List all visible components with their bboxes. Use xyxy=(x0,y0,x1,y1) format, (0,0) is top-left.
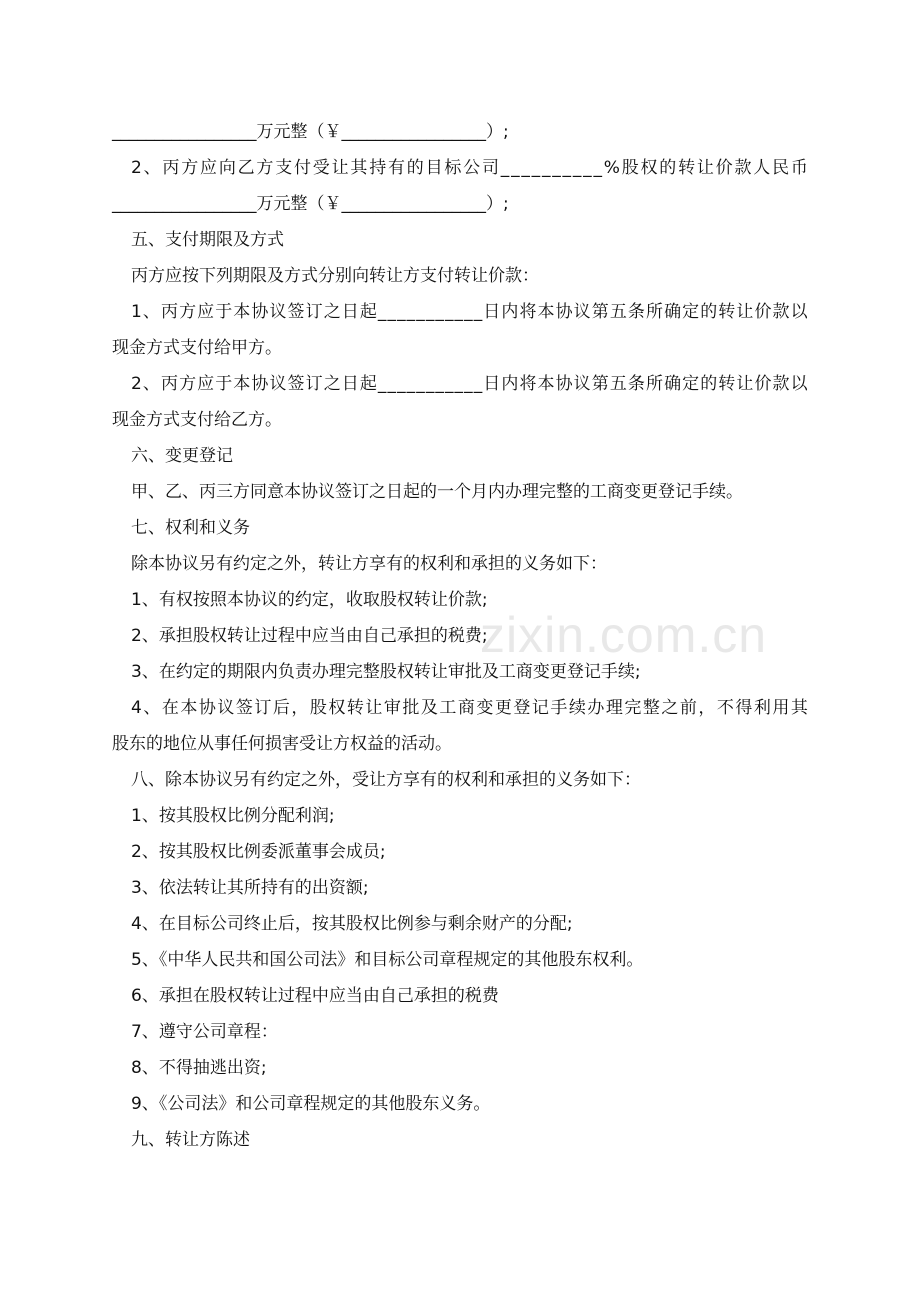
document-line: 现金方式支付给甲方。 xyxy=(112,338,282,358)
document-line: 7、遵守公司章程： xyxy=(131,1022,278,1042)
document-line: 丙方应按下列期限及方式分别向转让方支付转让价款： xyxy=(131,266,539,286)
document-line: 2、承担股权转让过程中应当由自己承担的税费; xyxy=(131,626,488,646)
watermark: zixin.com.cn xyxy=(480,607,768,663)
document-line: 3、依法转让其所持有的出资额; xyxy=(131,878,369,898)
document-line: 2、按其股权比例委派董事会成员; xyxy=(131,842,386,862)
document-line: 4、在目标公司终止后，按其股权比例参与剩余财产的分配; xyxy=(131,914,573,934)
document-line: 1 、 丙 方 应 于 本 协 议 签 订 之 日 起 _ _ _ _ _ _ _ _ _ _ _ 日 内 将 本 协 议 第 五 条 所 确 定 的 转 让 价 款 以 xyxy=(131,302,808,322)
document-line: 3、在约定的期限内负责办理完整股权转让审批及工商变更登记手续; xyxy=(131,662,641,682)
document-line: 五、支付期限及方式 xyxy=(131,230,284,250)
document-line: 8、不得抽逃出资; xyxy=(131,1058,267,1078)
document-line: 现金方式支付给乙方。 xyxy=(112,410,282,430)
document-line: _________________万元整（￥_________________）; xyxy=(112,194,509,214)
document-line: 6、承担在股权转让过程中应当由自己承担的税费 xyxy=(131,986,499,1006)
document-line: 1、有权按照本协议的约定，收取股权转让价款; xyxy=(131,590,488,610)
document-line: 八、除本协议另有约定之外，受让方享有的权利和承担的义务如下： xyxy=(131,770,641,790)
document-line: 股东的地位从事任何损害受让方权益的活动。 xyxy=(112,734,452,754)
document-line: 甲、乙、丙三方同意本协议签订之日起的一个月内办理完整的工商变更登记手续。 xyxy=(131,482,743,502)
document-line: 2 、 丙 方 应 向 乙 方 支 付 受 让 其 持 有 的 目 标 公 司 _ _ _ _ _ _ _ _ _ _ % 股 权 的 转 让 价 款 人 民 币 xyxy=(131,158,808,178)
document-line: 5、《中华人民共和国公司法》和目标公司章程规定的其他股东权利。 xyxy=(131,950,644,970)
document-line: 1、按其股权比例分配利润; xyxy=(131,806,335,826)
document-line: 2 、 丙 方 应 于 本 协 议 签 订 之 日 起 _ _ _ _ _ _ _ _ _ _ _ 日 内 将 本 协 议 第 五 条 所 确 定 的 转 让 价 款 以 xyxy=(131,374,808,394)
document-line: 除本协议另有约定之外，转让方享有的权利和承担的义务如下： xyxy=(131,554,607,574)
document-line: 六、变更登记 xyxy=(131,446,233,466)
document-line: 七、权利和义务 xyxy=(131,518,250,538)
document-line: 4 、 在 本 协 议 签 订 后 ， 股 权 转 让 审 批 及 工 商 变 更 登 记 手 续 办 理 完 整 之 前 ， 不 得 利 用 其 xyxy=(131,698,808,718)
document-line: _________________万元整（￥_________________）; xyxy=(112,122,509,142)
document-line: 九、转让方陈述 xyxy=(131,1130,250,1150)
document-line: 9、《公司法》和公司章程规定的其他股东义务。 xyxy=(131,1094,491,1114)
